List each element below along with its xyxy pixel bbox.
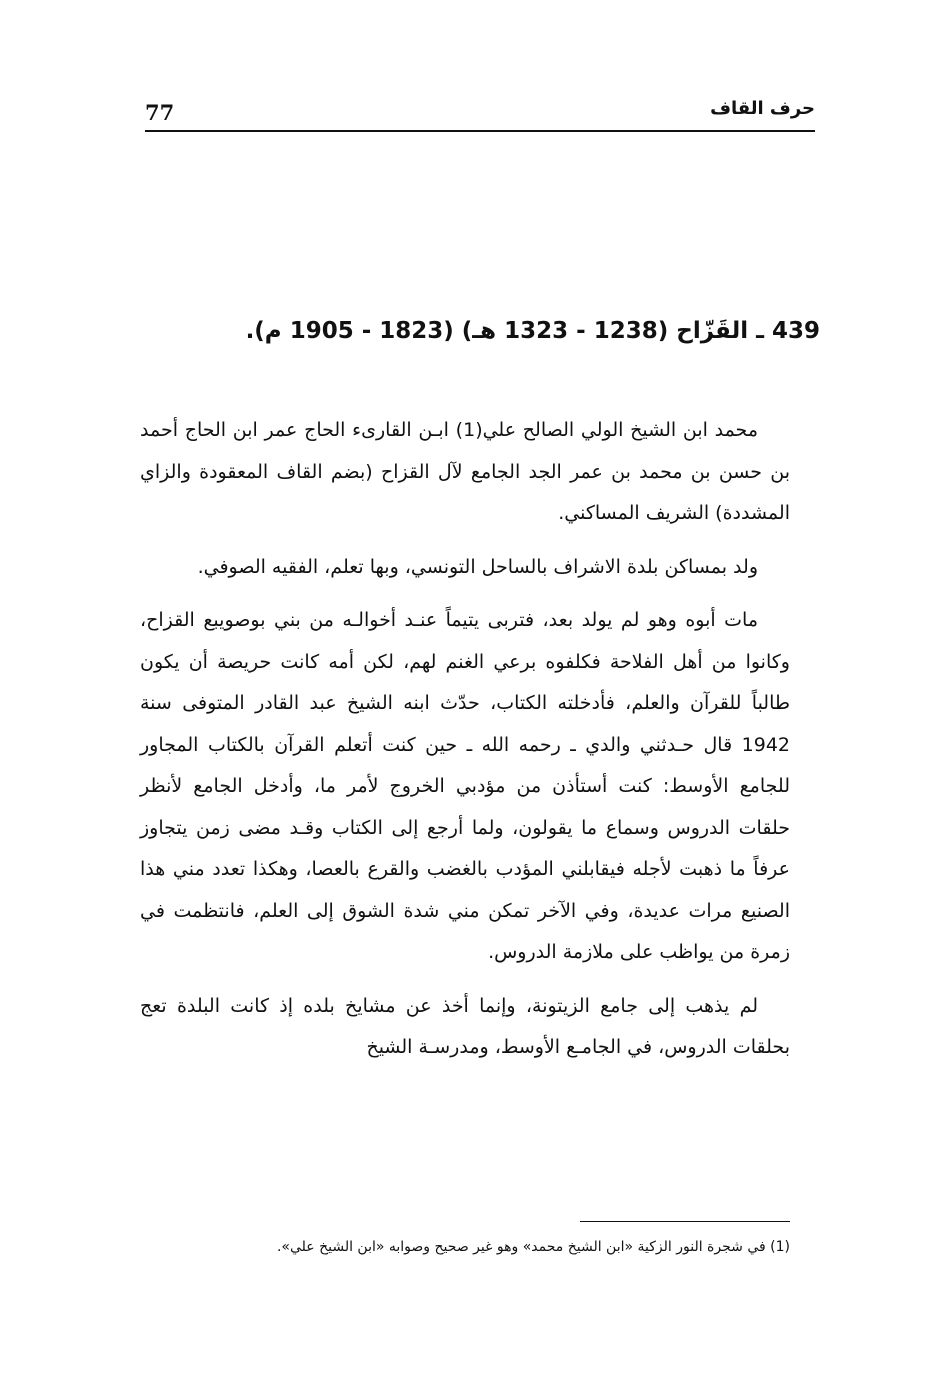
header-rule bbox=[145, 130, 815, 132]
paragraph-studies: لم يذهب إلى جامع الزيتونة، وإنما أخذ عن مشايخ بلده إذ كانت البلدة تعج بحلقات الدروس، في الجامـع الأوسط، ومدرسـة الشيخ bbox=[140, 994, 790, 1058]
page-number: 77 bbox=[145, 100, 175, 125]
paragraph-upbringing: مات أبوه وهو لم يولد بعد، فتربى يتيماً عنـد أخوالـه من بني بوصويبع القزاح، وكانوا من أهل الفلاحة فكلفوه برعي الغنم لهم، لكن أمه كانت حريصة أن يكون طالباً للقرآن والعلم، فأدخلته الكتاب، حدّث ابنه الشيخ عبد القادر المتوفى سنة 1942 قال حـدثني والدي ـ رحمه الله ـ حين كنت أتعلم القرآن بالكتاب المجاور للجامع الأوسط: كنت أستأذن من مؤدبي الخروج لأمر ما، وأدخل الجامع لأنظر حلقات الدروس وسماع ما يقولون، ولما أرجع إلى الكتاب وقـد مضى زمن يتجاوز عرفاً ما ذهبت لأجله فيقابلني المؤدب بالغضب والقرع بالعصا، وهكذا تعدد مني هذا الصنيع مرات عديدة، وفي الآخر تمكن مني شدة الشوق إلى العلم، فانتظمت في زمرة من يواظب على ملازمة الدروس. bbox=[140, 609, 790, 963]
entry-title: 439 ـ القَزّاح (1238 - 1323 هـ) (1823 - 1905 م). bbox=[245, 318, 820, 344]
page-header bbox=[145, 96, 815, 136]
footnote-rule bbox=[580, 1221, 790, 1222]
paragraph-lineage: محمد ابن الشيخ الولي الصالح علي(1) ابـن القارىء الحاج عمر ابن الحاج أحمد بن حسن بن محمد بن عمر الجد الجامع لآل القزاح (بضم القاف المعقودة والزاي المشددة) الشريف المساكني. bbox=[140, 419, 790, 524]
footnote: (1) في شجرة النور الزكية «ابن الشيخ محمد» وهو غير صحيح وصوابه «ابن الشيخ علي». bbox=[276, 1239, 790, 1255]
body-text bbox=[140, 410, 790, 1081]
paragraph-birth: ولد بمساكن بلدة الاشراف بالساحل التونسي، وبها تعلم، الفقيه الصوفي. bbox=[197, 555, 758, 578]
running-head: حرف القاف bbox=[710, 98, 815, 119]
